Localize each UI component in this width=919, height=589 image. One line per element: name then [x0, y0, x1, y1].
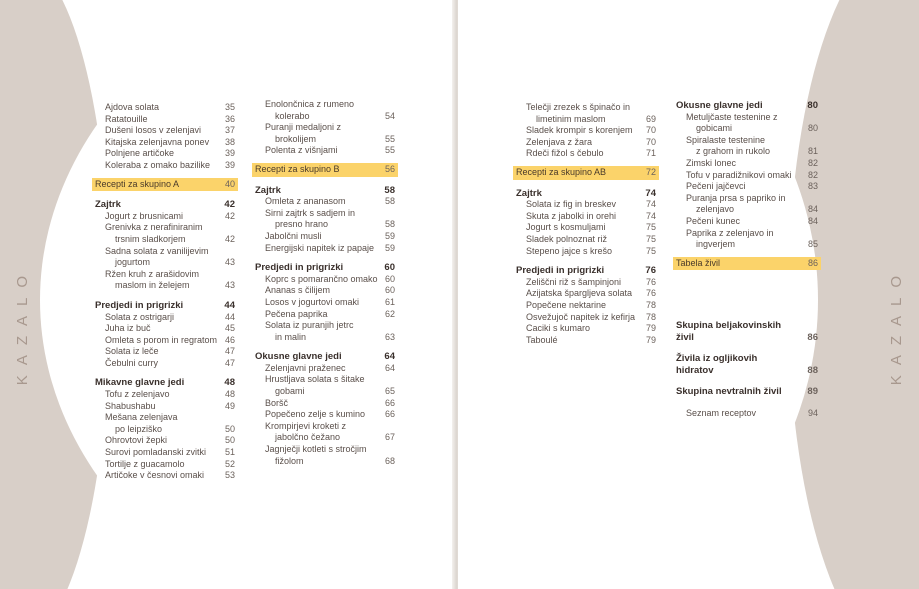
toc-entry-title: jabolčno čežano: [275, 432, 341, 443]
toc-entry-title: Kitajska zelenjavna ponev: [105, 136, 210, 147]
toc-group-heading: [676, 386, 818, 398]
toc-entry-title: Jagnječji kotleti s stročjim: [265, 444, 367, 455]
toc-page-number: 58: [384, 219, 395, 230]
toc-entry-title: Azijatska špargljeva solata: [526, 288, 633, 299]
toc-entry-title: Solata z ostrigarji: [105, 311, 175, 322]
toc-page-number: 83: [807, 181, 818, 192]
toc-page-number: 47: [224, 346, 235, 357]
toc-page-number: 69: [645, 113, 656, 124]
toc-entry-title: Tofu v paradižnikovi omaki: [686, 169, 792, 180]
toc-page-number: 56: [384, 163, 395, 174]
toc-entry-title: Juha iz buč: [105, 323, 151, 334]
toc-entry-title: Ratatouille: [105, 113, 148, 124]
toc-entry-title: Boršč: [265, 397, 289, 408]
toc-entry: [255, 456, 395, 468]
toc-page-number: 82: [807, 157, 818, 168]
toc-entry-title: Jabolčni musli: [265, 230, 322, 241]
toc-entry-title: Popečeno zelje s kumino: [265, 409, 366, 420]
toc-page-number: 88: [807, 364, 818, 376]
toc-entry: [676, 239, 818, 251]
toc-entry-title: ingverjem: [696, 239, 736, 250]
toc-page-number: 44: [224, 311, 235, 322]
toc-entry: [95, 435, 235, 447]
toc-group-heading: [676, 365, 818, 377]
toc-entry-title: zelenjavo: [696, 204, 735, 215]
toc-entry: [516, 288, 656, 300]
toc-entry-title: Solata iz puranjih jetrc: [265, 320, 354, 331]
toc-entry: [95, 234, 235, 246]
toc-page-number: 45: [224, 323, 235, 334]
toc-entry-title: Solata iz leče: [105, 346, 159, 357]
toc-entry-title: Tortilje z guacamolo: [105, 458, 185, 469]
toc-column-1: [95, 102, 235, 482]
toc-entry-title: Sadna solata z vanilijevim: [105, 245, 209, 256]
toc-entry: [676, 123, 818, 135]
toc-page-number: 66: [384, 409, 395, 420]
toc-page-number: 75: [645, 222, 656, 233]
toc-page-number: 55: [384, 133, 395, 144]
toc-entry: [255, 243, 395, 255]
toc-page-number: 47: [224, 357, 235, 368]
toc-entry-title: Koleraba z omako bazilike: [105, 159, 211, 170]
toc-page-number: 42: [224, 199, 235, 211]
toc-entry: [255, 134, 395, 146]
toc-page-number: 74: [645, 199, 656, 210]
toc-entry-title: Ananas s čilijem: [265, 285, 331, 296]
toc-entry-title: Spiralaste testenine: [686, 134, 766, 145]
toc-entry: [95, 269, 235, 281]
toc-page-number: 67: [384, 432, 395, 443]
toc-entry: [516, 102, 656, 114]
toc-entry-title: Pečena paprika: [265, 308, 328, 319]
toc-entry-title: Surovi pomladanski zvitki: [105, 447, 207, 458]
toc-entry-title: brokolijem: [275, 133, 317, 144]
toc-entry-title: Ržen kruh z arašidovim: [105, 268, 200, 279]
toc-entry: [255, 219, 395, 231]
toc-entry: [95, 470, 235, 482]
toc-entry-title: Zelenjavni praženec: [265, 362, 346, 373]
toc-entry-title: živil: [676, 331, 694, 343]
toc-page-number: 39: [224, 148, 235, 159]
toc-entry-title: maslom in želejem: [115, 280, 190, 291]
toc-entry: [95, 102, 235, 114]
toc-entry-title: Ohrovtovi žepki: [105, 435, 168, 446]
toc-entry: [255, 231, 395, 243]
toc-entry-title: Sladek krompir s korenjem: [526, 125, 633, 136]
toc-entry-title: Sladek polnoznat riž: [526, 233, 608, 244]
toc-entry: [676, 170, 818, 182]
toc-entry: [255, 421, 395, 433]
toc-entry-title: trsnim sladkorjem: [115, 233, 186, 244]
toc-entry-title: Predjedi in prigrizki: [255, 262, 344, 274]
toc-page-number: 85: [807, 239, 818, 250]
toc-column-2: [255, 99, 395, 467]
toc-page-number: 58: [384, 184, 395, 196]
toc-entry-title: in malin: [275, 331, 307, 342]
toc-entry: [255, 363, 395, 375]
toc-entry: [676, 408, 818, 420]
toc-chapter-bar: [673, 257, 821, 271]
toc-entry-title: Energijski napitek iz papaje: [265, 242, 375, 253]
toc-page-number: 35: [224, 102, 235, 112]
toc-entry-title: Sirni zajtrk s sadjem in: [265, 207, 356, 218]
toc-entry-title: Zimski lonec: [686, 157, 737, 168]
toc-entry: [95, 160, 235, 172]
toc-entry-title: Omleta s porom in regratom: [105, 334, 218, 345]
toc-entry-title: Taboulé: [526, 334, 558, 345]
toc-entry: [516, 300, 656, 312]
toc-entry-title: Artičoke v česnovi omaki: [105, 470, 205, 481]
toc-entry-title: Polenta z višnjami: [265, 145, 338, 156]
toc-entry: [516, 246, 656, 258]
toc-entry-title: Okusne glavne jedi: [255, 351, 342, 363]
toc-section-heading: [95, 377, 235, 389]
toc-entry-title: Popečene nektarine: [526, 299, 607, 310]
toc-column-4: [676, 100, 818, 278]
toc-page-number: 43: [224, 257, 235, 268]
toc-entry: [255, 208, 395, 220]
toc-group-heading: [676, 353, 818, 365]
toc-entry-title: hidratov: [676, 364, 714, 376]
toc-entry: [95, 412, 235, 424]
toc-entry-title: Polnjene artičoke: [105, 148, 175, 159]
toc-page-number: 78: [645, 311, 656, 322]
toc-entry: [95, 312, 235, 324]
toc-entry-title: Grenivka z nerafiniranim: [105, 222, 203, 233]
toc-entry-title: Recepti za skupino AB: [516, 166, 607, 177]
toc-page-number: 42: [224, 210, 235, 221]
toc-page-number: 48: [224, 377, 235, 389]
toc-entry-title: Krompirjevi kroketi z: [265, 420, 347, 431]
toc-page-number: 44: [224, 299, 235, 311]
toc-entry-title: Puranja prsa s papriko in: [686, 192, 786, 203]
toc-entry: [676, 146, 818, 158]
toc-entry: [676, 181, 818, 193]
toc-page-number: 37: [224, 125, 235, 136]
toc-page-number: 76: [645, 276, 656, 287]
toc-entry: [255, 111, 395, 123]
toc-entry: [95, 114, 235, 126]
toc-page-number: 81: [807, 146, 818, 157]
toc-page-number: 43: [224, 280, 235, 291]
toc-entry-title: Koprc s pomarančno omako: [265, 273, 378, 284]
toc-page-number: 63: [384, 331, 395, 342]
toc-section-heading: [255, 351, 395, 363]
toc-page-number: 70: [645, 125, 656, 136]
toc-entry-title: Metuljčaste testenine z: [686, 111, 778, 122]
toc-entry-title: Skupina beljakovinskih: [676, 320, 782, 331]
toc-entry-title: Hrustljava solata s šitake: [265, 374, 365, 385]
toc-entry: [95, 401, 235, 413]
toc-entry-title: Telečji zrezek s špinačo in: [526, 102, 631, 112]
toc-page-number: 82: [807, 169, 818, 180]
toc-section-heading: [95, 300, 235, 312]
toc-entry-title: Jogurt z brusnicami: [105, 210, 184, 221]
toc-entry-title: Rdeči fižol s čebulo: [526, 148, 604, 159]
toc-entry-title: Ajdova solata: [105, 102, 160, 112]
toc-page-number: 39: [224, 159, 235, 170]
toc-page-number: 60: [384, 262, 395, 274]
toc-entry-title: gobicami: [696, 123, 733, 134]
toc-entry-title: Jogurt s kosmuljami: [526, 222, 606, 233]
toc-entry-title: Zelenjava z žara: [526, 136, 593, 147]
toc-entry: [516, 125, 656, 137]
toc-entry: [95, 257, 235, 269]
toc-column-3: [516, 102, 656, 346]
side-label-right: KAZALO: [888, 266, 905, 386]
toc-page-number: 76: [645, 288, 656, 299]
toc-entry: [676, 204, 818, 216]
toc-entry: [255, 386, 395, 398]
toc-page-number: 65: [384, 386, 395, 397]
toc-page-number: 64: [384, 362, 395, 373]
right-page: [458, 0, 919, 589]
toc-entry: [255, 309, 395, 321]
toc-page-number: 76: [645, 265, 656, 277]
toc-page-number: 48: [224, 389, 235, 400]
toc-page-number: 50: [224, 423, 235, 434]
toc-entry-title: Zeliščni riž s šampinjoni: [526, 276, 622, 287]
toc-page-number: 64: [384, 351, 395, 363]
toc-entry: [516, 312, 656, 324]
toc-page-number: 94: [807, 407, 818, 418]
toc-entry: [95, 358, 235, 370]
toc-entry: [676, 216, 818, 228]
toc-entry: [95, 125, 235, 137]
toc-entry-title: Recepti za skupino B: [255, 163, 340, 174]
toc-entry: [95, 389, 235, 401]
toc-entry: [676, 193, 818, 205]
toc-page-number: 86: [807, 331, 818, 343]
toc-entry-title: Skupina nevtralnih živil: [676, 386, 782, 398]
toc-page-number: 55: [384, 145, 395, 156]
side-label-left: KAZALO: [14, 266, 31, 386]
toc-page-number: 49: [224, 400, 235, 411]
toc-entry: [516, 335, 656, 347]
toc-entry: [255, 332, 395, 344]
toc-entry: [255, 409, 395, 421]
toc-entry-title: Zajtrk: [95, 199, 121, 211]
toc-entry-title: Okusne glavne jedi: [676, 100, 763, 111]
toc-section-heading: [255, 185, 395, 197]
toc-page-number: 60: [384, 285, 395, 296]
toc-page-number: 58: [384, 196, 395, 207]
toc-entry: [255, 145, 395, 157]
toc-entry-title: kolerabo: [275, 110, 310, 121]
toc-entry-title: Recepti za skupino A: [95, 178, 180, 189]
toc-page-number: 75: [645, 245, 656, 256]
toc-entry: [676, 228, 818, 240]
toc-page-number: 80: [807, 100, 818, 111]
toc-section-heading: [255, 262, 395, 274]
toc-page-number: 84: [807, 204, 818, 215]
toc-page-number: 42: [224, 233, 235, 244]
toc-page-number: 51: [224, 447, 235, 458]
toc-page-number: 59: [384, 230, 395, 241]
toc-entry: [255, 274, 395, 286]
toc-page-number: 86: [807, 257, 818, 268]
toc-page-number: 61: [384, 296, 395, 307]
toc-entry: [516, 323, 656, 335]
toc-entry: [95, 424, 235, 436]
toc-page-number: 80: [807, 123, 818, 134]
toc-page-number: 60: [384, 273, 395, 284]
toc-entry-title: Solata iz fig in breskev: [526, 199, 617, 210]
toc-entry: [95, 323, 235, 335]
toc-entry: [255, 432, 395, 444]
left-page: [0, 0, 458, 589]
toc-chapter-bar: [92, 178, 238, 192]
toc-entry-title: jogurtom: [115, 257, 151, 268]
toc-entry: [255, 122, 395, 134]
toc-page-number: 74: [645, 210, 656, 221]
toc-entry-title: Zajtrk: [516, 187, 542, 199]
toc-entry-title: po leipziško: [115, 423, 163, 434]
toc-entry: [95, 137, 235, 149]
toc-page-number: 40: [224, 178, 235, 189]
toc-entry: [516, 148, 656, 160]
toc-entry-title: Čebulni curry: [105, 357, 159, 368]
toc-page-number: 68: [384, 455, 395, 466]
toc-page-number: 75: [645, 233, 656, 244]
toc-page-number: 53: [224, 470, 235, 481]
toc-group-heading: [676, 332, 818, 344]
toc-entry-title: Predjedi in prigrizki: [516, 265, 605, 277]
toc-entry: [255, 398, 395, 410]
toc-entry: [516, 211, 656, 223]
toc-entry-title: Skuta z jabolki in orehi: [526, 210, 617, 221]
toc-entry: [516, 277, 656, 289]
toc-entry-title: Paprika z zelenjavo in: [686, 227, 774, 238]
toc-entry: [255, 444, 395, 456]
toc-entry-title: Predjedi in prigrizki: [95, 299, 184, 311]
toc-page-number: 54: [384, 110, 395, 121]
toc-entry-title: Mešana zelenjava: [105, 412, 178, 423]
toc-entry: [95, 335, 235, 347]
toc-entry-title: Tabela živil: [676, 257, 721, 268]
toc-page-number: 46: [224, 334, 235, 345]
toc-entry: [95, 222, 235, 234]
toc-entry: [255, 320, 395, 332]
toc-entry: [95, 346, 235, 358]
toc-page-number: 38: [224, 136, 235, 147]
toc-entry-title: Puranji medaljoni z: [265, 122, 342, 133]
toc-page-number: 74: [645, 187, 656, 199]
toc-entry: [95, 447, 235, 459]
toc-entry-title: Dušeni losos v zelenjavi: [105, 125, 202, 136]
toc-page-number: 84: [807, 215, 818, 226]
toc-entry-title: Omleta z ananasom: [265, 196, 346, 207]
toc-page-number: 52: [224, 458, 235, 469]
toc-entry-title: limetinim maslom: [536, 113, 606, 124]
toc-entry: [255, 99, 395, 111]
toc-entry: [255, 196, 395, 208]
toc-page-number: 50: [224, 435, 235, 446]
toc-section-heading: [676, 100, 818, 112]
toc-page-number: 78: [645, 299, 656, 310]
toc-entry: [516, 234, 656, 246]
toc-page-number: 66: [384, 397, 395, 408]
toc-entry: [255, 297, 395, 309]
toc-entry: [95, 211, 235, 223]
toc-entry-title: Pečeni kunec: [686, 215, 741, 226]
toc-entry: [516, 222, 656, 234]
toc-entry: [516, 114, 656, 126]
toc-entry-title: Stepeno jajce s krešo: [526, 245, 613, 256]
toc-entry: [255, 374, 395, 386]
toc-column-4-groups: [676, 320, 818, 420]
toc-page-number: 59: [384, 242, 395, 253]
toc-page-number: 79: [645, 323, 656, 334]
toc-page-number: 62: [384, 308, 395, 319]
toc-entry: [95, 148, 235, 160]
toc-section-heading: [95, 199, 235, 211]
toc-section-heading: [516, 188, 656, 200]
toc-entry-title: Zajtrk: [255, 184, 281, 196]
toc-page-number: 36: [224, 113, 235, 124]
toc-entry: [255, 285, 395, 297]
toc-entry-title: Shabushabu: [105, 400, 156, 411]
toc-entry: [95, 459, 235, 471]
toc-entry: [95, 280, 235, 292]
toc-page-number: 89: [807, 386, 818, 398]
toc-chapter-bar: [252, 163, 398, 177]
toc-entry-title: Tofu z zelenjavo: [105, 389, 170, 400]
toc-entry-title: Seznam receptov: [686, 407, 757, 418]
toc-entry-title: presno hrano: [275, 219, 329, 230]
toc-section-heading: [516, 265, 656, 277]
toc-entry: [676, 135, 818, 147]
toc-entry: [676, 158, 818, 170]
toc-entry-title: Losos v jogurtovi omaki: [265, 296, 360, 307]
toc-group-heading: [676, 320, 818, 332]
toc-entry: [516, 199, 656, 211]
toc-entry-title: gobami: [275, 386, 305, 397]
toc-chapter-bar: [513, 166, 659, 180]
toc-entry-title: Živila iz ogljikovih: [676, 353, 758, 365]
toc-page-number: 71: [645, 148, 656, 159]
toc-entry-title: fižolom: [275, 455, 304, 466]
toc-entry-title: z grahom in rukolo: [696, 146, 771, 157]
toc-entry-title: Enolončnica z rumeno: [265, 99, 355, 109]
toc-entry: [516, 137, 656, 149]
toc-page-number: 72: [645, 166, 656, 177]
toc-entry: [676, 112, 818, 124]
toc-entry: [95, 246, 235, 258]
toc-entry-title: Osvežujoč napitek iz kefirja: [526, 311, 636, 322]
toc-page-number: 70: [645, 136, 656, 147]
toc-entry-title: Pečeni jajčevci: [686, 181, 746, 192]
toc-entry-title: Mikavne glavne jedi: [95, 377, 185, 389]
toc-entry-title: Caciki s kumaro: [526, 323, 591, 334]
toc-page-number: 79: [645, 334, 656, 345]
